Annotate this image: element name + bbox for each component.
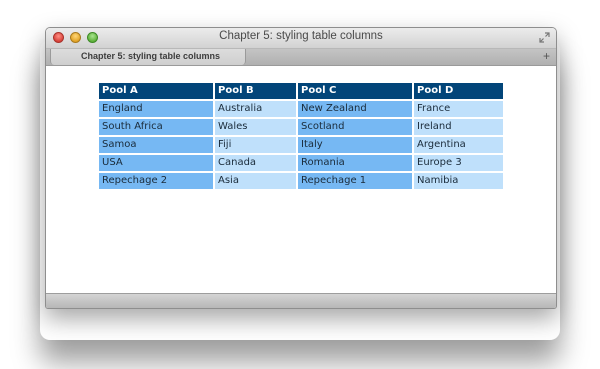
table-cell: Australia bbox=[215, 101, 296, 117]
table-cell: USA bbox=[99, 155, 213, 171]
table-cell: Argentina bbox=[414, 137, 503, 153]
header-pool-a: Pool A bbox=[99, 83, 213, 99]
table-row bbox=[99, 101, 503, 117]
header-pool-d: Pool D bbox=[414, 83, 503, 99]
table-cell: Namibia bbox=[414, 173, 503, 189]
table-row bbox=[99, 173, 503, 189]
pools-table bbox=[97, 81, 505, 191]
browser-window bbox=[45, 27, 557, 309]
table-cell: France bbox=[414, 101, 503, 117]
fullscreen-arrows-icon bbox=[539, 32, 550, 43]
table-cell: Asia bbox=[215, 173, 296, 189]
tab-chapter-5[interactable]: Chapter 5: styling table columns bbox=[50, 49, 246, 65]
table-cell: Samoa bbox=[99, 137, 213, 153]
table-row bbox=[99, 155, 503, 171]
table-cell: Repechage 1 bbox=[298, 173, 412, 189]
header-pool-c: Pool C bbox=[298, 83, 412, 99]
title-bar[interactable] bbox=[46, 28, 556, 49]
table-cell: Scotland bbox=[298, 119, 412, 135]
fullscreen-icon[interactable] bbox=[538, 32, 550, 44]
table-cell: Repechage 2 bbox=[99, 173, 213, 189]
status-bar bbox=[46, 293, 556, 308]
table-cell: Europe 3 bbox=[414, 155, 503, 171]
table-row bbox=[99, 137, 503, 153]
tab-bar bbox=[46, 49, 556, 66]
plus-icon[interactable]: + bbox=[542, 49, 550, 63]
table-cell: Italy bbox=[298, 137, 412, 153]
table-cell: England bbox=[99, 101, 213, 117]
table-cell: South Africa bbox=[99, 119, 213, 135]
table-cell: Romania bbox=[298, 155, 412, 171]
header-pool-b: Pool B bbox=[215, 83, 296, 99]
table-cell: New Zealand bbox=[298, 101, 412, 117]
table-cell: Canada bbox=[215, 155, 296, 171]
table-header-row bbox=[99, 83, 503, 99]
window-title: Chapter 5: styling table columns bbox=[219, 30, 383, 42]
table-cell: Wales bbox=[215, 119, 296, 135]
table-row bbox=[99, 119, 503, 135]
table-cell: Ireland bbox=[414, 119, 503, 135]
page-content bbox=[46, 66, 556, 293]
table-cell: Fiji bbox=[215, 137, 296, 153]
